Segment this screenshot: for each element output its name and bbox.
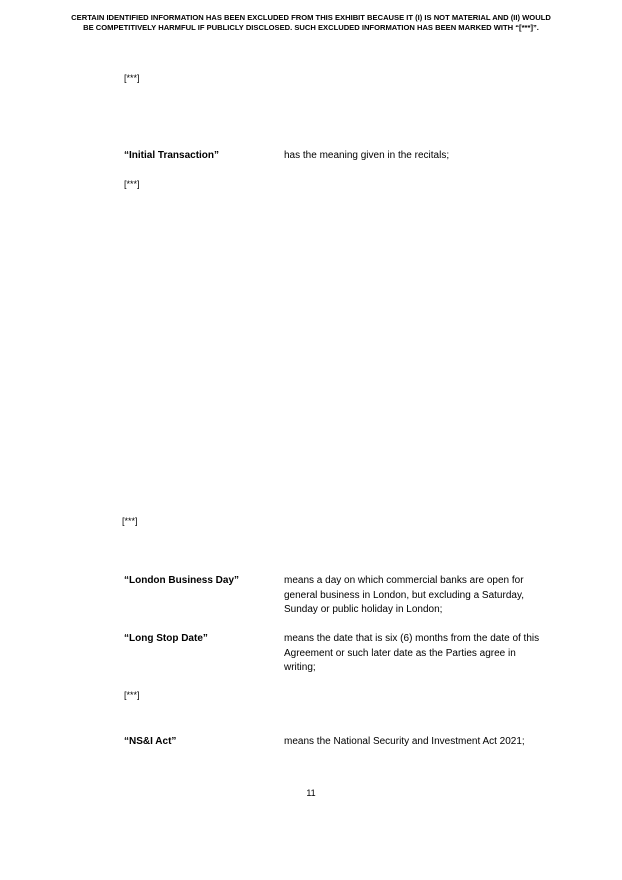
redaction-marker: [***] xyxy=(124,73,140,83)
redaction-marker: [***] xyxy=(124,179,140,189)
definition-meaning-nsi-act: means the National Security and Investment Act 2021; xyxy=(284,736,525,747)
redaction-marker: [***] xyxy=(122,516,138,526)
definition-term-london-business-day: “London Business Day” xyxy=(124,575,240,586)
disclaimer-line-2: BE COMPETITIVELY HARMFUL IF PUBLICLY DISCLOSED. SUCH EXCLUDED INFORMATION HAS BEEN MARKED WITH “[***]”. xyxy=(83,23,539,32)
definition-meaning-initial-transaction: has the meaning given in the recitals; xyxy=(284,150,450,161)
page-number: 11 xyxy=(306,788,316,798)
redaction-marker: [***] xyxy=(124,690,140,700)
definition-term-initial-transaction: “Initial Transaction” xyxy=(124,150,220,161)
definition-meaning-london-business-day: means a day on which commercial banks are open for general business in London, but excluding a Saturday, Sunday or public holiday in London; xyxy=(284,575,524,615)
disclaimer-line-1: CERTAIN IDENTIFIED INFORMATION HAS BEEN EXCLUDED FROM THIS EXHIBIT BECAUSE IT (I) IS NOT MATERIAL AND (II) WOULD xyxy=(71,13,551,22)
definition-meaning-long-stop-date: means the date that is six (6) months from the date of this Agreement or such later date as the Parties agree in writing; xyxy=(284,633,540,673)
exhibit-disclaimer-header xyxy=(30,13,592,33)
definition-term-nsi-act: “NS&I Act” xyxy=(124,736,177,747)
definition-term-long-stop-date: “Long Stop Date” xyxy=(124,633,208,644)
